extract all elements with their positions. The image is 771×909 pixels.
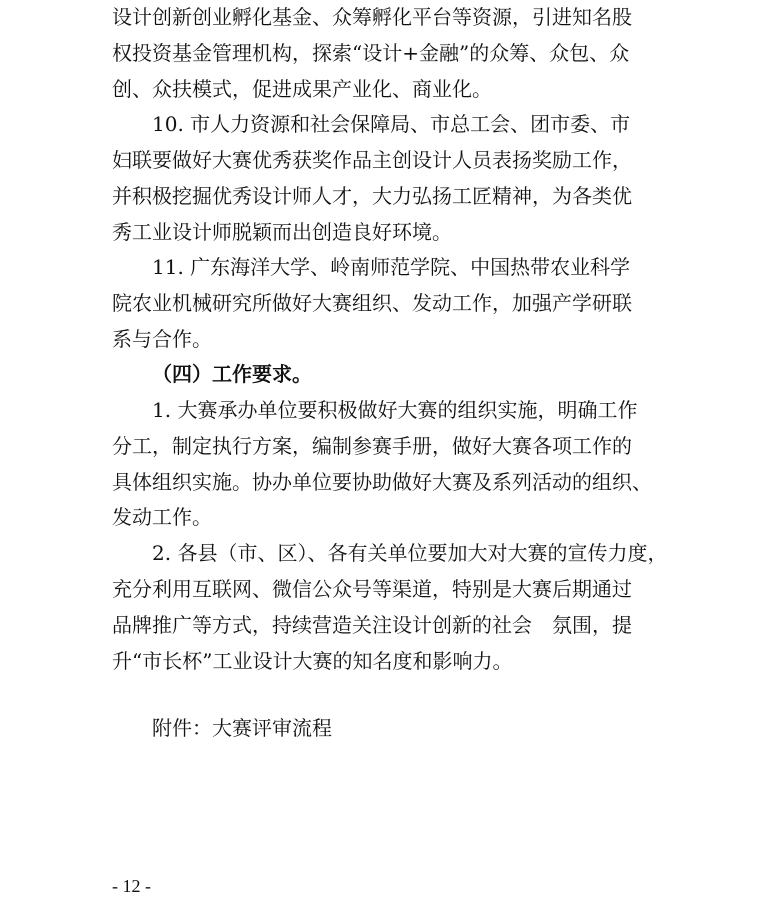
paragraph-start-line: 11. 广东海洋大学、岭南师范学院、中国热带农业科学: [152, 255, 631, 279]
page-number: - 12 -: [112, 876, 151, 896]
body-text-line: 院农业机械研究所做好大赛组织、发动工作，加强产学研联: [112, 291, 632, 315]
attachment-note: 附件：大赛评审流程: [152, 716, 332, 740]
body-text-line: 系与合作。: [112, 327, 212, 351]
body-text-line: 并积极挖掘优秀设计师人才，大力弘扬工匠精神，为各类优: [112, 184, 632, 208]
body-text-line: 设计创新创业孵化基金、众筹孵化平台等资源，引进知名股: [112, 5, 632, 29]
section-heading: （四）工作要求。: [152, 362, 312, 386]
paragraph-start-line: 10. 市人力资源和社会保障局、市总工会、团市委、市: [152, 112, 631, 136]
body-text-line: 妇联要做好大赛优秀获奖作品主创设计人员表扬奖励工作，: [112, 148, 632, 172]
paragraph-start-line: 2. 各县（市、区）、各有关单位要加大对大赛的宣传力度，: [152, 541, 668, 565]
paragraph-start-line: 1. 大赛承办单位要积极做好大赛的组织实施，明确工作: [152, 398, 638, 422]
body-text-line: 权投资基金管理机构，探索“设计+金融”的众筹、众包、众: [112, 41, 630, 65]
body-text-line: 发动工作。: [112, 505, 212, 529]
body-text-line: 分工，制定执行方案，编制参赛手册，做好大赛各项工作的: [112, 434, 632, 458]
body-text-line: 具体组织实施。协办单位要协助做好大赛及系列活动的组织、: [112, 470, 652, 494]
body-text-line: 创、众扶模式，促进成果产业化、商业化。: [112, 77, 492, 101]
body-text-line: 升“市长杯”工业设计大赛的知名度和影响力。: [112, 649, 513, 673]
body-text-line: 充分利用互联网、微信公众号等渠道，特别是大赛后期通过: [112, 577, 632, 601]
body-text-line: 秀工业设计师脱颖而出创造良好环境。: [112, 220, 452, 244]
body-text-line: 品牌推广等方式，持续营造关注设计创新的社会 氛围，提: [112, 613, 632, 637]
